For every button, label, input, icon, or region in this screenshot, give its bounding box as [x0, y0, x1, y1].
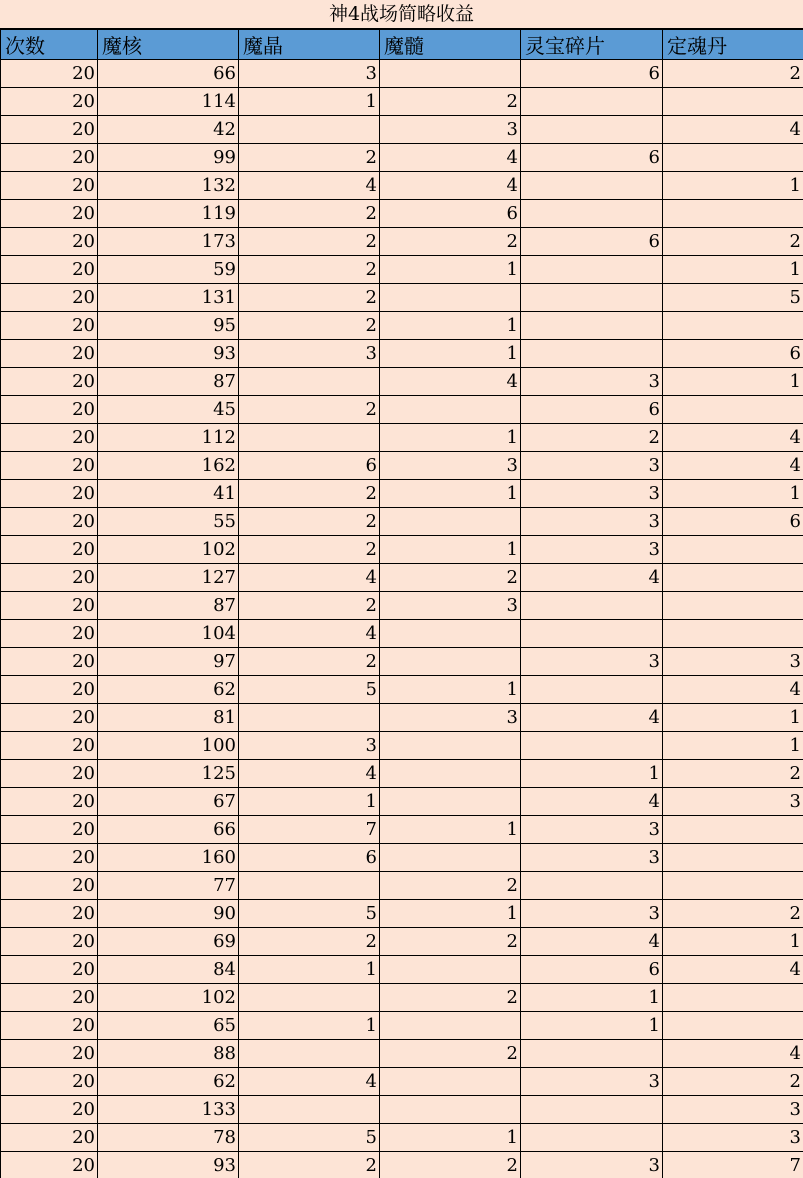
cell-lingbao-fragment[interactable] — [521, 340, 663, 368]
sheet-title[interactable]: 神4战场简略收益 — [0, 0, 803, 29]
cell-mosui[interactable]: 2 — [380, 564, 521, 592]
cell-mosui[interactable] — [380, 1012, 521, 1040]
cell-mohe[interactable]: 81 — [98, 704, 239, 732]
table-row — [1, 424, 803, 452]
cell-mosui[interactable]: 1 — [380, 536, 521, 564]
cell-mosui[interactable]: 3 — [380, 704, 521, 732]
cell-dinghun-pill[interactable] — [663, 592, 803, 620]
cell-dinghun-pill[interactable]: 2 — [663, 228, 803, 256]
cell-mojing[interactable]: 6 — [239, 844, 380, 872]
cell-mosui[interactable] — [380, 956, 521, 984]
cell-dinghun-pill[interactable]: 1 — [663, 172, 803, 200]
cell-mohe[interactable]: 99 — [98, 144, 239, 172]
cell-dinghun-pill[interactable]: 4 — [663, 956, 803, 984]
table-row — [1, 928, 803, 956]
cell-mosui[interactable]: 4 — [380, 144, 521, 172]
cell-mosui[interactable]: 1 — [380, 1124, 521, 1152]
cell-mojing[interactable]: 7 — [239, 816, 380, 844]
cell-mojing[interactable] — [239, 368, 380, 396]
cell-mohe[interactable]: 131 — [98, 284, 239, 312]
cell-mojing[interactable]: 2 — [239, 200, 380, 228]
income-table — [0, 29, 803, 1178]
cell-lingbao-fragment[interactable]: 6 — [521, 956, 663, 984]
cell-mosui[interactable]: 2 — [380, 1040, 521, 1068]
table-row — [1, 844, 803, 872]
table-row — [1, 592, 803, 620]
table-row — [1, 1012, 803, 1040]
cell-count[interactable]: 20 — [1, 564, 98, 592]
cell-dinghun-pill[interactable]: 1 — [663, 368, 803, 396]
cell-mohe[interactable]: 78 — [98, 1124, 239, 1152]
cell-dinghun-pill[interactable]: 2 — [663, 900, 803, 928]
header-lingbao-fragment[interactable]: 灵宝碎片 — [521, 30, 663, 60]
table-row — [1, 704, 803, 732]
cell-count[interactable]: 20 — [1, 1096, 98, 1124]
table-row — [1, 508, 803, 536]
cell-count[interactable]: 20 — [1, 648, 98, 676]
cell-mosui[interactable] — [380, 732, 521, 760]
cell-dinghun-pill[interactable]: 2 — [663, 760, 803, 788]
cell-count[interactable]: 20 — [1, 368, 98, 396]
cell-count[interactable]: 20 — [1, 508, 98, 536]
cell-mojing[interactable]: 1 — [239, 788, 380, 816]
cell-dinghun-pill[interactable]: 4 — [663, 424, 803, 452]
cell-dinghun-pill[interactable]: 1 — [663, 256, 803, 284]
cell-mojing[interactable]: 4 — [239, 760, 380, 788]
cell-mohe[interactable]: 95 — [98, 312, 239, 340]
cell-dinghun-pill[interactable]: 1 — [663, 732, 803, 760]
cell-mohe[interactable]: 127 — [98, 564, 239, 592]
table-row — [1, 872, 803, 900]
cell-lingbao-fragment[interactable]: 6 — [521, 396, 663, 424]
table-row — [1, 144, 803, 172]
cell-dinghun-pill[interactable]: 7 — [663, 1152, 803, 1178]
cell-count[interactable]: 20 — [1, 312, 98, 340]
cell-count[interactable]: 20 — [1, 452, 98, 480]
cell-count[interactable]: 20 — [1, 284, 98, 312]
cell-mojing[interactable]: 2 — [239, 396, 380, 424]
cell-lingbao-fragment[interactable]: 4 — [521, 704, 663, 732]
cell-mohe[interactable]: 84 — [98, 956, 239, 984]
cell-lingbao-fragment[interactable] — [521, 256, 663, 284]
cell-dinghun-pill[interactable] — [663, 872, 803, 900]
table-row — [1, 732, 803, 760]
cell-dinghun-pill[interactable]: 1 — [663, 704, 803, 732]
cell-mosui[interactable]: 1 — [380, 480, 521, 508]
cell-mojing[interactable]: 2 — [239, 592, 380, 620]
table-row — [1, 256, 803, 284]
cell-mohe[interactable]: 102 — [98, 984, 239, 1012]
cell-mohe[interactable]: 45 — [98, 396, 239, 424]
table-row — [1, 1124, 803, 1152]
table-row — [1, 984, 803, 1012]
cell-mohe[interactable]: 42 — [98, 116, 239, 144]
cell-count[interactable]: 20 — [1, 1012, 98, 1040]
table-row — [1, 564, 803, 592]
cell-lingbao-fragment[interactable]: 1 — [521, 760, 663, 788]
cell-mojing[interactable]: 2 — [239, 480, 380, 508]
cell-dinghun-pill[interactable] — [663, 88, 803, 116]
cell-mohe[interactable]: 88 — [98, 1040, 239, 1068]
cell-lingbao-fragment[interactable] — [521, 284, 663, 312]
cell-lingbao-fragment[interactable] — [521, 592, 663, 620]
cell-lingbao-fragment[interactable]: 3 — [521, 816, 663, 844]
table-row — [1, 60, 803, 88]
cell-mosui[interactable]: 2 — [380, 928, 521, 956]
cell-mojing[interactable]: 3 — [239, 60, 380, 88]
cell-mohe[interactable]: 100 — [98, 732, 239, 760]
cell-count[interactable]: 20 — [1, 536, 98, 564]
cell-count[interactable]: 20 — [1, 844, 98, 872]
cell-mohe[interactable]: 132 — [98, 172, 239, 200]
cell-lingbao-fragment[interactable]: 1 — [521, 1012, 663, 1040]
cell-mosui[interactable]: 3 — [380, 452, 521, 480]
cell-count[interactable]: 20 — [1, 256, 98, 284]
cell-mosui[interactable] — [380, 1068, 521, 1096]
table-row — [1, 620, 803, 648]
header-dinghun-pill[interactable]: 定魂丹 — [663, 30, 803, 60]
cell-mosui[interactable]: 1 — [380, 676, 521, 704]
cell-count[interactable]: 20 — [1, 956, 98, 984]
table-row — [1, 788, 803, 816]
table-row — [1, 1068, 803, 1096]
cell-count[interactable]: 20 — [1, 396, 98, 424]
cell-mohe[interactable]: 62 — [98, 1068, 239, 1096]
cell-mosui[interactable]: 1 — [380, 340, 521, 368]
cell-mohe[interactable]: 90 — [98, 900, 239, 928]
cell-mohe[interactable]: 77 — [98, 872, 239, 900]
cell-count[interactable]: 20 — [1, 172, 98, 200]
cell-mohe[interactable]: 114 — [98, 88, 239, 116]
cell-dinghun-pill[interactable] — [663, 144, 803, 172]
cell-lingbao-fragment[interactable]: 3 — [521, 900, 663, 928]
cell-mosui[interactable]: 1 — [380, 424, 521, 452]
cell-mohe[interactable]: 133 — [98, 1096, 239, 1124]
cell-lingbao-fragment[interactable] — [521, 676, 663, 704]
header-mojing[interactable]: 魔晶 — [239, 30, 380, 60]
cell-mohe[interactable]: 104 — [98, 620, 239, 648]
cell-lingbao-fragment[interactable]: 3 — [521, 1068, 663, 1096]
cell-dinghun-pill[interactable]: 6 — [663, 340, 803, 368]
cell-dinghun-pill[interactable]: 1 — [663, 928, 803, 956]
cell-count[interactable]: 20 — [1, 872, 98, 900]
table-row — [1, 340, 803, 368]
cell-dinghun-pill[interactable] — [663, 816, 803, 844]
cell-mosui[interactable]: 2 — [380, 872, 521, 900]
cell-mojing[interactable]: 4 — [239, 172, 380, 200]
cell-lingbao-fragment[interactable] — [521, 312, 663, 340]
cell-mojing[interactable]: 4 — [239, 564, 380, 592]
cell-count[interactable]: 20 — [1, 1152, 98, 1178]
table-row — [1, 396, 803, 424]
cell-dinghun-pill[interactable]: 3 — [663, 788, 803, 816]
cell-mojing[interactable]: 1 — [239, 88, 380, 116]
table-row — [1, 1152, 803, 1178]
cell-count[interactable]: 20 — [1, 340, 98, 368]
cell-mojing[interactable] — [239, 116, 380, 144]
cell-mohe[interactable]: 67 — [98, 788, 239, 816]
cell-mohe[interactable]: 87 — [98, 368, 239, 396]
cell-lingbao-fragment[interactable]: 4 — [521, 928, 663, 956]
cell-mojing[interactable]: 3 — [239, 732, 380, 760]
table-row — [1, 452, 803, 480]
cell-mosui[interactable] — [380, 844, 521, 872]
cell-mohe[interactable]: 69 — [98, 928, 239, 956]
cell-dinghun-pill[interactable] — [663, 620, 803, 648]
table-row — [1, 480, 803, 508]
cell-lingbao-fragment[interactable]: 3 — [521, 452, 663, 480]
cell-dinghun-pill[interactable]: 3 — [663, 1096, 803, 1124]
cell-count[interactable]: 20 — [1, 1124, 98, 1152]
cell-lingbao-fragment[interactable]: 4 — [521, 788, 663, 816]
cell-mohe[interactable]: 93 — [98, 340, 239, 368]
cell-mohe[interactable]: 62 — [98, 676, 239, 704]
cell-mojing[interactable]: 2 — [239, 144, 380, 172]
cell-mohe[interactable]: 87 — [98, 592, 239, 620]
cell-count[interactable]: 20 — [1, 116, 98, 144]
cell-mojing[interactable]: 5 — [239, 676, 380, 704]
cell-mojing[interactable]: 2 — [239, 284, 380, 312]
cell-lingbao-fragment[interactable]: 6 — [521, 144, 663, 172]
header-count[interactable]: 次数 — [1, 30, 98, 60]
table-row — [1, 648, 803, 676]
cell-mojing[interactable]: 2 — [239, 256, 380, 284]
table-row — [1, 228, 803, 256]
cell-mosui[interactable] — [380, 1096, 521, 1124]
table-row — [1, 760, 803, 788]
cell-mojing[interactable]: 5 — [239, 1124, 380, 1152]
cell-lingbao-fragment[interactable]: 3 — [521, 508, 663, 536]
cell-count[interactable]: 20 — [1, 732, 98, 760]
table-row — [1, 956, 803, 984]
cell-mohe[interactable]: 162 — [98, 452, 239, 480]
cell-mohe[interactable]: 102 — [98, 536, 239, 564]
cell-mojing[interactable]: 2 — [239, 648, 380, 676]
cell-mosui[interactable]: 6 — [380, 200, 521, 228]
cell-dinghun-pill[interactable] — [663, 536, 803, 564]
cell-dinghun-pill[interactable]: 3 — [663, 1124, 803, 1152]
cell-count[interactable]: 20 — [1, 144, 98, 172]
table-row — [1, 536, 803, 564]
cell-mosui[interactable]: 1 — [380, 816, 521, 844]
header-mohe[interactable]: 魔核 — [98, 30, 239, 60]
table-row — [1, 676, 803, 704]
cell-mohe[interactable]: 173 — [98, 228, 239, 256]
cell-dinghun-pill[interactable]: 4 — [663, 116, 803, 144]
cell-mosui[interactable] — [380, 396, 521, 424]
cell-count[interactable]: 20 — [1, 676, 98, 704]
cell-count[interactable]: 20 — [1, 1040, 98, 1068]
cell-lingbao-fragment[interactable] — [521, 200, 663, 228]
header-mosui[interactable]: 魔髓 — [380, 30, 521, 60]
cell-count[interactable]: 20 — [1, 200, 98, 228]
cell-dinghun-pill[interactable] — [663, 396, 803, 424]
cell-mojing[interactable] — [239, 1040, 380, 1068]
cell-lingbao-fragment[interactable] — [521, 88, 663, 116]
cell-mojing[interactable]: 1 — [239, 1012, 380, 1040]
cell-lingbao-fragment[interactable]: 6 — [521, 60, 663, 88]
cell-mosui[interactable]: 3 — [380, 116, 521, 144]
cell-dinghun-pill[interactable] — [663, 984, 803, 1012]
table-row — [1, 116, 803, 144]
cell-lingbao-fragment[interactable]: 3 — [521, 536, 663, 564]
cell-count[interactable]: 20 — [1, 760, 98, 788]
cell-mosui[interactable]: 2 — [380, 88, 521, 116]
cell-mojing[interactable]: 2 — [239, 312, 380, 340]
cell-lingbao-fragment[interactable] — [521, 172, 663, 200]
cell-mosui[interactable]: 4 — [380, 368, 521, 396]
table-row — [1, 284, 803, 312]
cell-count[interactable]: 20 — [1, 60, 98, 88]
header-row — [1, 30, 803, 60]
cell-count[interactable]: 20 — [1, 88, 98, 116]
cell-lingbao-fragment[interactable] — [521, 1096, 663, 1124]
cell-count[interactable]: 20 — [1, 816, 98, 844]
cell-mohe[interactable]: 65 — [98, 1012, 239, 1040]
cell-mosui[interactable] — [380, 788, 521, 816]
cell-mojing[interactable]: 5 — [239, 900, 380, 928]
cell-mosui[interactable]: 3 — [380, 592, 521, 620]
cell-lingbao-fragment[interactable]: 3 — [521, 1152, 663, 1178]
cell-mohe[interactable]: 125 — [98, 760, 239, 788]
cell-count[interactable]: 20 — [1, 928, 98, 956]
cell-dinghun-pill[interactable]: 4 — [663, 676, 803, 704]
cell-mosui[interactable]: 1 — [380, 900, 521, 928]
cell-count[interactable]: 20 — [1, 788, 98, 816]
cell-count[interactable]: 20 — [1, 592, 98, 620]
cell-mohe[interactable]: 119 — [98, 200, 239, 228]
cell-mosui[interactable]: 1 — [380, 312, 521, 340]
cell-count[interactable]: 20 — [1, 900, 98, 928]
cell-mojing[interactable]: 2 — [239, 508, 380, 536]
cell-lingbao-fragment[interactable]: 4 — [521, 564, 663, 592]
cell-mojing[interactable] — [239, 1096, 380, 1124]
cell-mosui[interactable] — [380, 508, 521, 536]
cell-dinghun-pill[interactable]: 1 — [663, 480, 803, 508]
cell-mohe[interactable]: 55 — [98, 508, 239, 536]
cell-count[interactable]: 20 — [1, 228, 98, 256]
cell-lingbao-fragment[interactable] — [521, 1124, 663, 1152]
cell-count[interactable]: 20 — [1, 704, 98, 732]
cell-mojing[interactable]: 2 — [239, 1152, 380, 1178]
cell-mosui[interactable]: 2 — [380, 1152, 521, 1178]
cell-lingbao-fragment[interactable]: 3 — [521, 368, 663, 396]
cell-lingbao-fragment[interactable]: 3 — [521, 844, 663, 872]
cell-mojing[interactable] — [239, 704, 380, 732]
cell-mojing[interactable]: 1 — [239, 956, 380, 984]
cell-mojing[interactable] — [239, 872, 380, 900]
cell-mosui[interactable]: 2 — [380, 228, 521, 256]
cell-dinghun-pill[interactable]: 5 — [663, 284, 803, 312]
cell-mojing[interactable]: 6 — [239, 452, 380, 480]
cell-mojing[interactable]: 4 — [239, 1068, 380, 1096]
cell-mojing[interactable]: 2 — [239, 536, 380, 564]
cell-dinghun-pill[interactable]: 3 — [663, 648, 803, 676]
cell-mosui[interactable]: 4 — [380, 172, 521, 200]
cell-count[interactable]: 20 — [1, 424, 98, 452]
cell-count[interactable]: 20 — [1, 1068, 98, 1096]
cell-dinghun-pill[interactable]: 4 — [663, 1040, 803, 1068]
cell-mojing[interactable]: 2 — [239, 928, 380, 956]
cell-mohe[interactable]: 66 — [98, 60, 239, 88]
cell-mosui[interactable] — [380, 760, 521, 788]
cell-mojing[interactable]: 3 — [239, 340, 380, 368]
cell-mohe[interactable]: 93 — [98, 1152, 239, 1178]
cell-count[interactable]: 20 — [1, 480, 98, 508]
cell-mosui[interactable] — [380, 648, 521, 676]
cell-lingbao-fragment[interactable]: 3 — [521, 480, 663, 508]
cell-mohe[interactable]: 112 — [98, 424, 239, 452]
cell-mohe[interactable]: 59 — [98, 256, 239, 284]
cell-dinghun-pill[interactable]: 2 — [663, 1068, 803, 1096]
table-row — [1, 816, 803, 844]
cell-mosui[interactable] — [380, 284, 521, 312]
table-row — [1, 312, 803, 340]
table-row — [1, 900, 803, 928]
cell-mojing[interactable] — [239, 424, 380, 452]
table-row — [1, 1040, 803, 1068]
table-row — [1, 368, 803, 396]
cell-lingbao-fragment[interactable]: 6 — [521, 228, 663, 256]
cell-lingbao-fragment[interactable]: 2 — [521, 424, 663, 452]
table-row — [1, 1096, 803, 1124]
cell-mohe[interactable]: 41 — [98, 480, 239, 508]
cell-dinghun-pill[interactable] — [663, 200, 803, 228]
cell-mosui[interactable] — [380, 60, 521, 88]
cell-mosui[interactable]: 2 — [380, 984, 521, 1012]
table-row — [1, 200, 803, 228]
cell-count[interactable]: 20 — [1, 984, 98, 1012]
cell-dinghun-pill[interactable] — [663, 564, 803, 592]
cell-lingbao-fragment[interactable] — [521, 872, 663, 900]
cell-lingbao-fragment[interactable] — [521, 732, 663, 760]
cell-dinghun-pill[interactable] — [663, 844, 803, 872]
cell-dinghun-pill[interactable]: 4 — [663, 452, 803, 480]
cell-mosui[interactable]: 1 — [380, 256, 521, 284]
cell-mosui[interactable] — [380, 620, 521, 648]
table-row — [1, 172, 803, 200]
cell-mohe[interactable]: 160 — [98, 844, 239, 872]
table-row — [1, 88, 803, 116]
cell-mohe[interactable]: 66 — [98, 816, 239, 844]
cell-mojing[interactable] — [239, 984, 380, 1012]
cell-lingbao-fragment[interactable] — [521, 116, 663, 144]
cell-lingbao-fragment[interactable] — [521, 620, 663, 648]
cell-mojing[interactable]: 4 — [239, 620, 380, 648]
cell-count[interactable]: 20 — [1, 620, 98, 648]
cell-mojing[interactable]: 2 — [239, 228, 380, 256]
cell-mohe[interactable]: 97 — [98, 648, 239, 676]
cell-dinghun-pill[interactable] — [663, 1012, 803, 1040]
cell-dinghun-pill[interactable]: 2 — [663, 60, 803, 88]
cell-lingbao-fragment[interactable] — [521, 1040, 663, 1068]
cell-lingbao-fragment[interactable]: 3 — [521, 648, 663, 676]
cell-dinghun-pill[interactable]: 6 — [663, 508, 803, 536]
cell-dinghun-pill[interactable] — [663, 312, 803, 340]
table-body — [1, 60, 803, 1178]
cell-lingbao-fragment[interactable]: 1 — [521, 984, 663, 1012]
